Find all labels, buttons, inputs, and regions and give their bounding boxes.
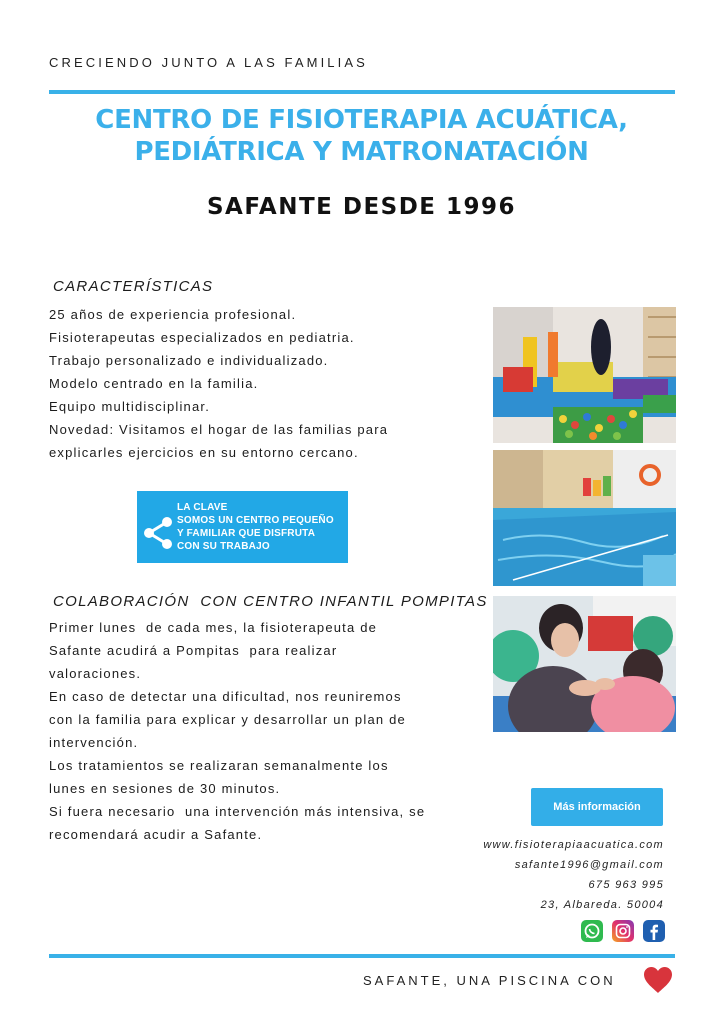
colaboracion-heading: COLABORACIÓN CON CENTRO INFANTIL POMPITAS xyxy=(53,593,488,610)
address: 23, Albareda. 50004 xyxy=(540,899,664,911)
tagline: CRECIENDO JUNTO A LAS FAMILIAS xyxy=(49,55,368,70)
list-item: Primer lunes de cada mes, la fisioterapeuta de xyxy=(49,620,378,635)
therapy-room-photo xyxy=(493,307,676,443)
whatsapp-icon[interactable] xyxy=(581,920,603,942)
callout-line: LA CLAVE xyxy=(177,502,228,513)
list-item: Si fuera necesario una intervención más intensiva, se xyxy=(49,804,426,819)
list-item: Fisioterapeutas especializados en pediatria. xyxy=(49,330,355,345)
list-item: Safante acudirá a Pompitas para realizar xyxy=(49,643,338,658)
list-item: con la familia para explicar y desarrollar un plan de xyxy=(49,712,406,727)
list-item: En caso de detectar una dificultad, nos reuniremos xyxy=(49,689,402,704)
callout-line: CON SU TRABAJO xyxy=(177,541,270,552)
colaboracion-list xyxy=(49,616,425,846)
list-item: 25 años de experiencia profesional. xyxy=(49,307,297,322)
therapist-child-photo xyxy=(493,596,676,732)
list-item: Novedad: Visitamos el hogar de las familias para xyxy=(49,422,389,437)
list-item: Trabajo personalizado e individualizado. xyxy=(49,353,329,368)
more-info-button[interactable]: Más información xyxy=(531,788,663,826)
list-item: intervención. xyxy=(49,735,139,750)
top-divider xyxy=(49,90,675,94)
list-item: Los tratamientos se realizaran semanalmente los xyxy=(49,758,389,773)
facebook-icon[interactable] xyxy=(643,920,665,942)
phone-number: 675 963 995 xyxy=(588,879,664,891)
caracteristicas-heading: CARACTERÍSTICAS xyxy=(53,278,214,295)
callout-text xyxy=(177,502,334,554)
callout-line: Y FAMILIAR QUE DISFRUTA xyxy=(177,528,316,539)
list-item: valoraciones. xyxy=(49,666,142,681)
list-item: Modelo centrado en la familia. xyxy=(49,376,259,391)
email-link[interactable]: safante1996@gmail.com xyxy=(514,859,664,871)
caracteristicas-list xyxy=(49,303,388,464)
pool-photo xyxy=(493,450,676,586)
list-item: explicarles ejercicios en su entorno cercano. xyxy=(49,445,359,460)
page-subtitle: SAFANTE DESDE 1996 xyxy=(206,194,517,220)
callout-line: SOMOS UN CENTRO PEQUEÑO xyxy=(177,515,334,526)
share-icon xyxy=(142,516,174,555)
list-item: Equipo multidisciplinar. xyxy=(49,399,211,414)
list-item: recomendará acudir a Safante. xyxy=(49,827,263,842)
instagram-icon[interactable] xyxy=(612,920,634,942)
list-item: lunes en sesiones de 30 minutos. xyxy=(49,781,281,796)
la-clave-callout xyxy=(137,491,348,563)
footer-text: SAFANTE, UNA PISCINA CON xyxy=(363,973,616,988)
heart-icon xyxy=(643,966,673,999)
title-line-1: CENTRO DE FISIOTERAPIA ACUÁTICA, xyxy=(95,105,628,135)
bottom-divider xyxy=(49,954,675,958)
website-link[interactable]: www.fisioterapiaacuatica.com xyxy=(483,839,664,851)
page-title xyxy=(40,104,683,168)
title-line-2: PEDIÁTRICA Y MATRONATACIÓN xyxy=(134,137,589,167)
